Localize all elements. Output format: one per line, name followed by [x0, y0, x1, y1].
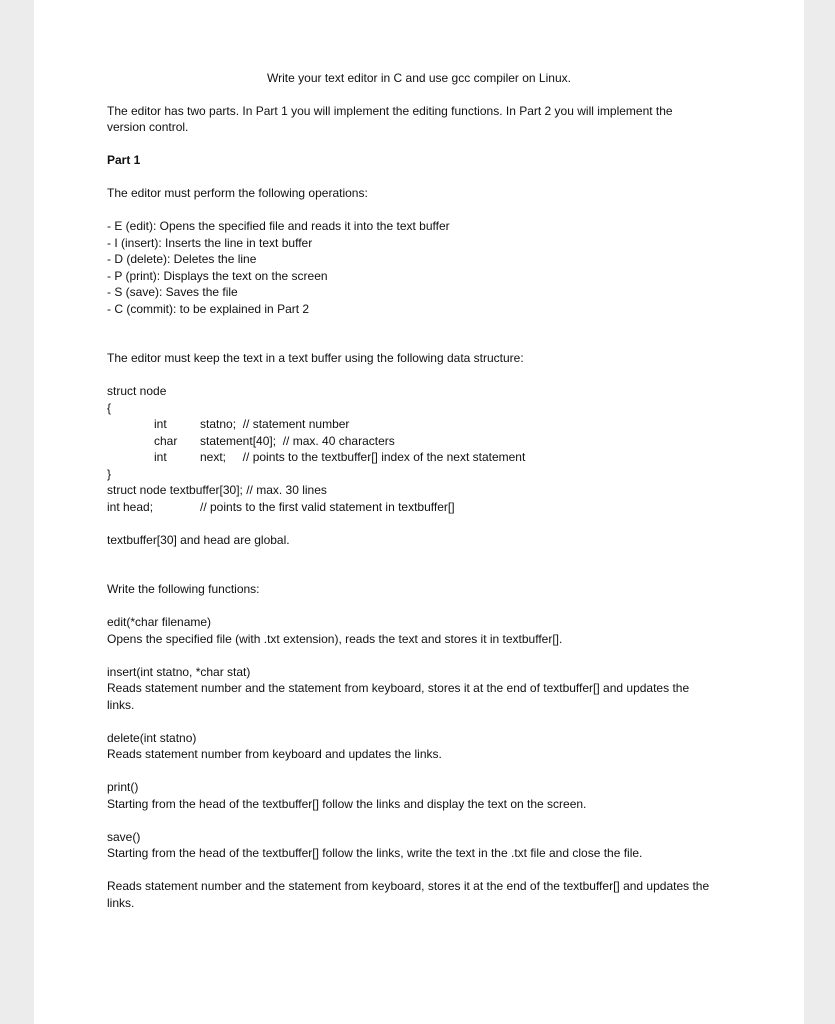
- struct-code: [107, 383, 737, 515]
- function-signature: insert(int statno, *char stat): [107, 664, 251, 679]
- document-content: [107, 70, 737, 911]
- function-signature: edit(*char filename): [107, 615, 212, 629]
- final-note: Reads statement number and the statement from keyboard, stores it at the end of the textbuffer[] and updates the links.: [107, 879, 710, 910]
- function-signature: save(): [107, 829, 141, 844]
- ds-intro: The editor must keep the text in a text buffer using the following data structure:: [107, 351, 524, 365]
- function-description: Starting from the head of the textbuffer[] follow the links and display the text on the screen.: [107, 796, 587, 811]
- field-type: int: [154, 417, 167, 431]
- funcs-intro: Write the following functions:: [107, 582, 260, 596]
- struct-decl: struct node: [107, 384, 167, 398]
- op-print: - P (print): Displays the text on the screen: [107, 268, 328, 283]
- function-description: Opens the specified file (with .txt extension), reads the text and stores it in textbuffer[].: [107, 631, 563, 646]
- brace-close: }: [107, 466, 112, 481]
- field-type: char: [154, 433, 178, 448]
- field-decl: statno; // statement number: [200, 417, 350, 431]
- op-commit: - C (commit): to be explained in Part 2: [107, 301, 310, 316]
- ops-intro: The editor must perform the following operations:: [107, 186, 368, 200]
- op-insert: - I (insert): Inserts the line in text buffer: [107, 235, 313, 250]
- function-description: Starting from the head of the textbuffer[] follow the links, write the text in the .txt file and close the file.: [107, 846, 643, 860]
- function-delete: [107, 730, 737, 763]
- buffer-decl: struct node textbuffer[30]; // max. 30 lines: [107, 483, 327, 497]
- field-decl: statement[40]; // max. 40 characters: [200, 433, 395, 448]
- field-statement: [107, 433, 737, 450]
- function-save: [107, 829, 737, 862]
- document-title: Write your text editor in C and use gcc compiler on Linux.: [267, 71, 571, 85]
- head-decl: int head;: [107, 499, 154, 514]
- op-save: - S (save): Saves the file: [107, 285, 238, 299]
- function-insert: [107, 664, 737, 714]
- field-statno: [107, 416, 737, 433]
- ops-list: [107, 218, 737, 317]
- function-signature: print(): [107, 780, 139, 794]
- document-page: [34, 0, 804, 1024]
- function-print: [107, 779, 737, 812]
- field-decl: next; // points to the textbuffer[] index of the next statement: [200, 450, 526, 464]
- op-edit: - E (edit): Opens the specified file and reads it into the text buffer: [107, 219, 450, 233]
- global-note: textbuffer[30] and head are global.: [107, 532, 290, 547]
- part1-heading: Part 1: [107, 153, 141, 167]
- head-decl-row: [107, 499, 737, 516]
- field-next: [107, 449, 737, 466]
- field-type: int: [154, 450, 167, 464]
- function-description: Reads statement number and the statement from keyboard, stores it at the end of textbuffer[] and updates the links.: [107, 681, 690, 712]
- op-delete: - D (delete): Deletes the line: [107, 252, 257, 266]
- brace-open: {: [107, 400, 112, 415]
- function-signature: delete(int statno): [107, 730, 197, 745]
- head-comment: // points to the first valid statement in textbuffer[]: [200, 499, 455, 514]
- function-description: Reads statement number from keyboard and updates the links.: [107, 747, 442, 761]
- intro-paragraph: The editor has two parts. In Part 1 you will implement the editing functions. In Part 2 you will implement the version control.: [107, 103, 673, 134]
- function-edit: [107, 614, 737, 647]
